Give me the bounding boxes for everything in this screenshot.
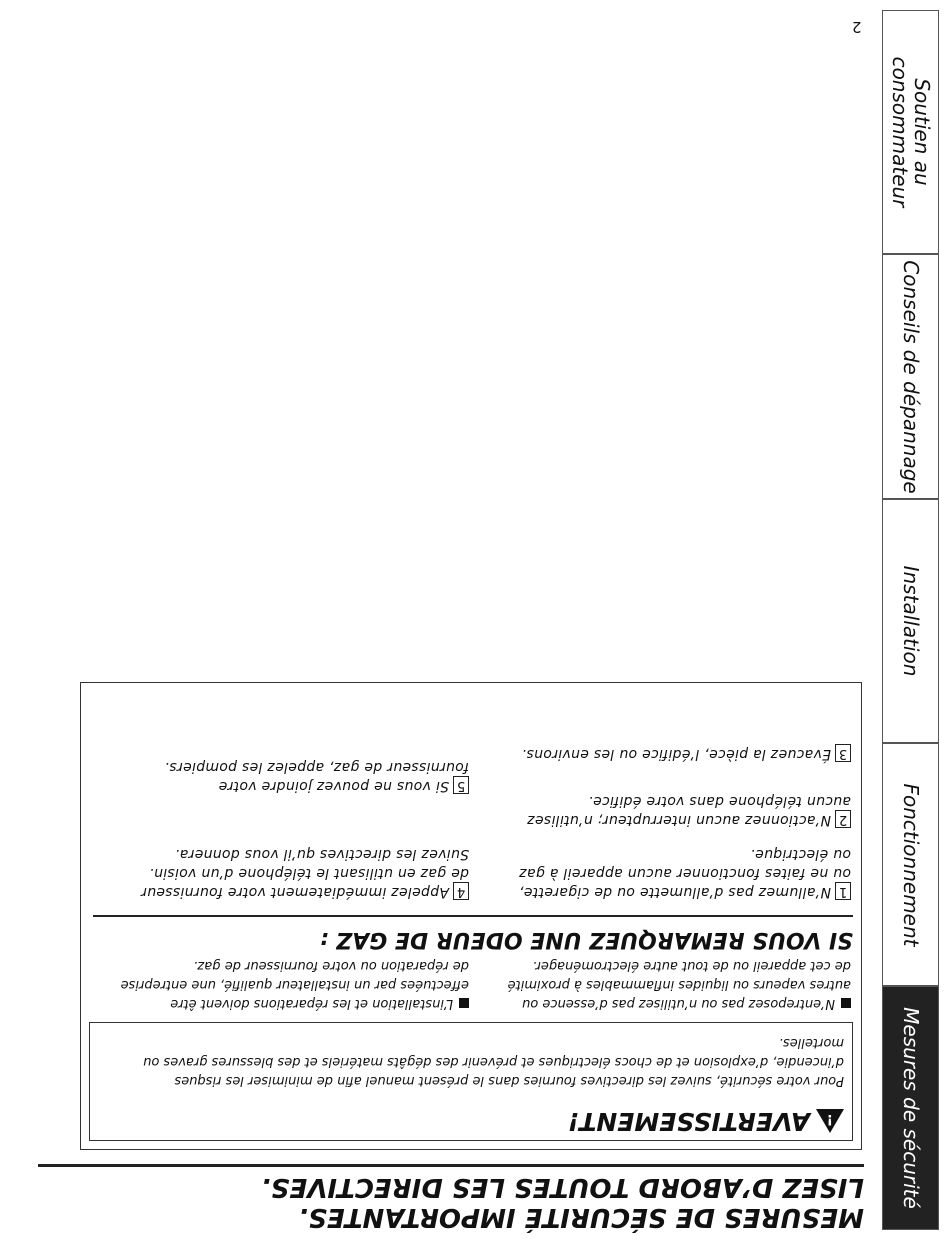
page-content — [38, 680, 864, 1232]
gas-step — [506, 844, 851, 901]
warning-bullet — [119, 956, 469, 1013]
step-number: 1 — [835, 882, 851, 900]
step-text: N’allumez pas d’allumette ou de cigarette, ou ne faites fonctionner aucun appareil à gaz ou électrique. — [518, 846, 851, 900]
tab-label: Conseils de dépannage — [898, 259, 923, 494]
gas-step — [506, 744, 851, 763]
step-number: 3 — [835, 744, 851, 762]
tab-mesures-de-securite[interactable] — [882, 986, 939, 1230]
tab-label: Soutien au consommateur — [887, 56, 934, 208]
warning-title-text: AVERTISSEMENT! — [567, 1107, 810, 1136]
warning-triangle-icon — [816, 1110, 844, 1134]
heading-line-2: LISEZ D’ABORD TOUTES LES DIRECTIVES. — [260, 1172, 864, 1202]
gas-step — [139, 757, 469, 795]
step-number: 2 — [835, 810, 851, 828]
step-text: Évacuez la pièce, l’édifice ou les environs. — [521, 746, 831, 762]
heading-rule — [38, 1164, 864, 1167]
step-number: 5 — [453, 776, 469, 794]
step-number: 4 — [453, 882, 469, 900]
warning-bullet-text: L’installation et les réparations doivent être effectuées par un installateur qualifié, une entreprise de réparation ou votre fournisseur de gaz. — [120, 958, 469, 1011]
gas-step — [506, 791, 851, 829]
step-text: Appelez immédiatement votre fournisseur de gaz en utilisant le téléphone d’un voisin. Suivez les directives qu’il vous donnera. — [140, 846, 469, 900]
tab-soutien-au-consommateur[interactable] — [882, 10, 939, 254]
square-bullet-icon — [459, 999, 469, 1009]
tab-label: Fonctionnement — [898, 782, 923, 947]
square-bullet-icon — [841, 999, 851, 1009]
tab-conseils-de-depannage[interactable] — [882, 254, 939, 499]
warning-inner-box — [89, 1022, 853, 1141]
page-number: 2 — [852, 18, 862, 36]
step-text: N’actionnez aucun interrupteur; n’utilisez aucun téléphone dans votre édifice. — [527, 793, 851, 828]
tab-label: Mesures de sécurité — [898, 1007, 923, 1209]
heading-line-1: MESURES DE SÉCURITÉ IMPORTANTES. — [298, 1202, 864, 1232]
warning-bullet — [506, 956, 851, 1013]
warning-box — [80, 682, 862, 1150]
warning-bullet-text: N’entreposez pas ou n’utilisez pas d’essence ou autres vapeurs ou liquides inflammables à proximité de cet appareil ou de tout autre électroménager. — [507, 958, 851, 1011]
gas-title-rule — [93, 915, 853, 917]
warning-intro: Pour votre sécurité, suivez les directives fournies dans le présent manuel afin de minimiser les risques d’incendie, d’explosion et de chocs électriques et prévenir des dégâts matériels et des blessures graves ou mortelles. — [143, 1035, 844, 1088]
tab-fonctionnement[interactable] — [882, 743, 939, 986]
gas-step — [139, 844, 469, 901]
step-text: Si vous ne pouvez joindre votre fournisseur de gaz, appelez les pompiers. — [164, 759, 469, 794]
warning-title — [568, 1107, 844, 1136]
tab-label: Installation — [898, 565, 923, 677]
gas-odor-title: SI VOUS REMARQUEZ UNE ODEUR DE GAZ : — [319, 927, 853, 952]
tab-installation[interactable] — [882, 499, 939, 743]
page-heading — [38, 1172, 864, 1232]
